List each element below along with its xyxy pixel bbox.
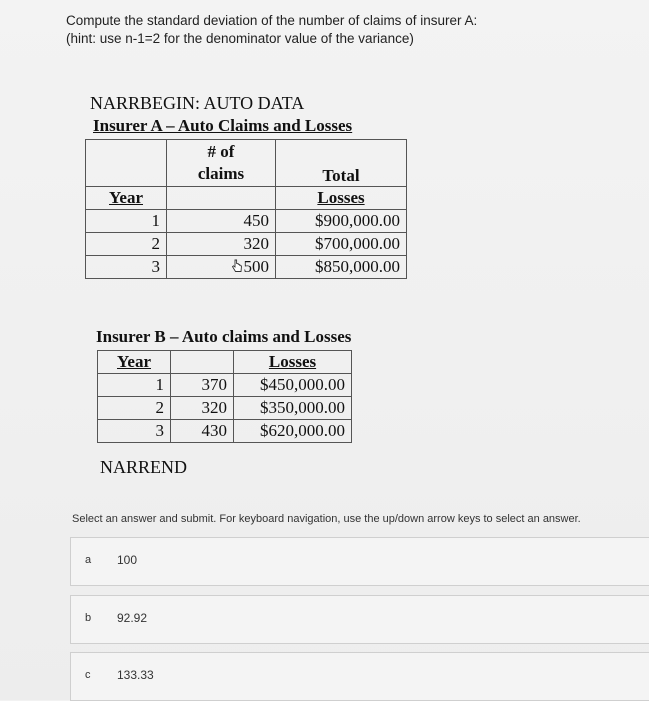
question-hint: (hint: use n-1=2 for the denominator value of the variance) (66, 31, 414, 46)
claims-header-line-1: # of (207, 142, 235, 161)
year-cell: 2 (98, 397, 171, 420)
year-header: Year (86, 187, 167, 210)
answer-option-c[interactable] (70, 652, 649, 701)
year-cell: 3 (86, 256, 167, 279)
losses-cell: $350,000.00 (234, 397, 352, 420)
claims-cell (167, 256, 276, 279)
narr-end: NARREND (100, 457, 188, 477)
table-header-row-2 (86, 187, 407, 210)
claims-cell: 430 (171, 420, 234, 443)
answer-option-a[interactable] (70, 537, 649, 586)
insurer-a-title: Insurer A – Auto Claims and Losses (93, 116, 353, 135)
year-cell: 1 (86, 210, 167, 233)
table-row (86, 256, 407, 279)
option-letter: c (85, 669, 91, 681)
insurer-a-table (85, 139, 407, 279)
year-cell: 3 (98, 420, 171, 443)
losses-header: Losses (276, 187, 407, 210)
table-header-row (98, 351, 352, 374)
table-row (86, 233, 407, 256)
table-cell-empty (86, 140, 167, 187)
option-value: 92.92 (117, 611, 148, 625)
table-row (98, 397, 352, 420)
losses-cell: $900,000.00 (276, 210, 407, 233)
table-cell-empty (167, 187, 276, 210)
claims-header-line-2: claims (197, 164, 245, 183)
losses-cell: $850,000.00 (276, 256, 407, 279)
total-header: Total (276, 140, 407, 187)
claims-cell: 320 (171, 397, 234, 420)
losses-cell: $620,000.00 (234, 420, 352, 443)
claims-cell: 450 (167, 210, 276, 233)
year-cell: 1 (98, 374, 171, 397)
answer-option-b[interactable] (70, 595, 649, 644)
claims-header (167, 140, 276, 187)
table-row (98, 374, 352, 397)
claims-cell: 320 (167, 233, 276, 256)
losses-cell: $700,000.00 (276, 233, 407, 256)
losses-cell: $450,000.00 (234, 374, 352, 397)
insurer-b-table (97, 350, 352, 443)
option-value: 133.33 (117, 668, 154, 682)
table-header-row (86, 140, 407, 187)
hand-cursor-icon (230, 258, 244, 272)
insurer-b-title: Insurer B – Auto claims and Losses (96, 327, 352, 346)
claims-cell: 370 (171, 374, 234, 397)
option-letter: b (85, 612, 92, 624)
claims-value: 500 (243, 257, 269, 276)
option-letter: a (85, 554, 92, 566)
table-cell-empty (171, 351, 234, 374)
year-cell: 2 (86, 233, 167, 256)
option-value: 100 (117, 553, 138, 567)
instruction-text: Select an answer and submit. For keyboard navigation, use the up/down arrow keys to select an answer. (72, 513, 581, 525)
question-line-1: Compute the standard deviation of the number of claims of insurer A: (66, 13, 478, 28)
losses-header: Losses (234, 351, 352, 374)
table-row (98, 420, 352, 443)
year-header: Year (98, 351, 171, 374)
narr-begin: NARRBEGIN: AUTO DATA (90, 93, 305, 113)
table-row (86, 210, 407, 233)
question-text (66, 12, 477, 48)
